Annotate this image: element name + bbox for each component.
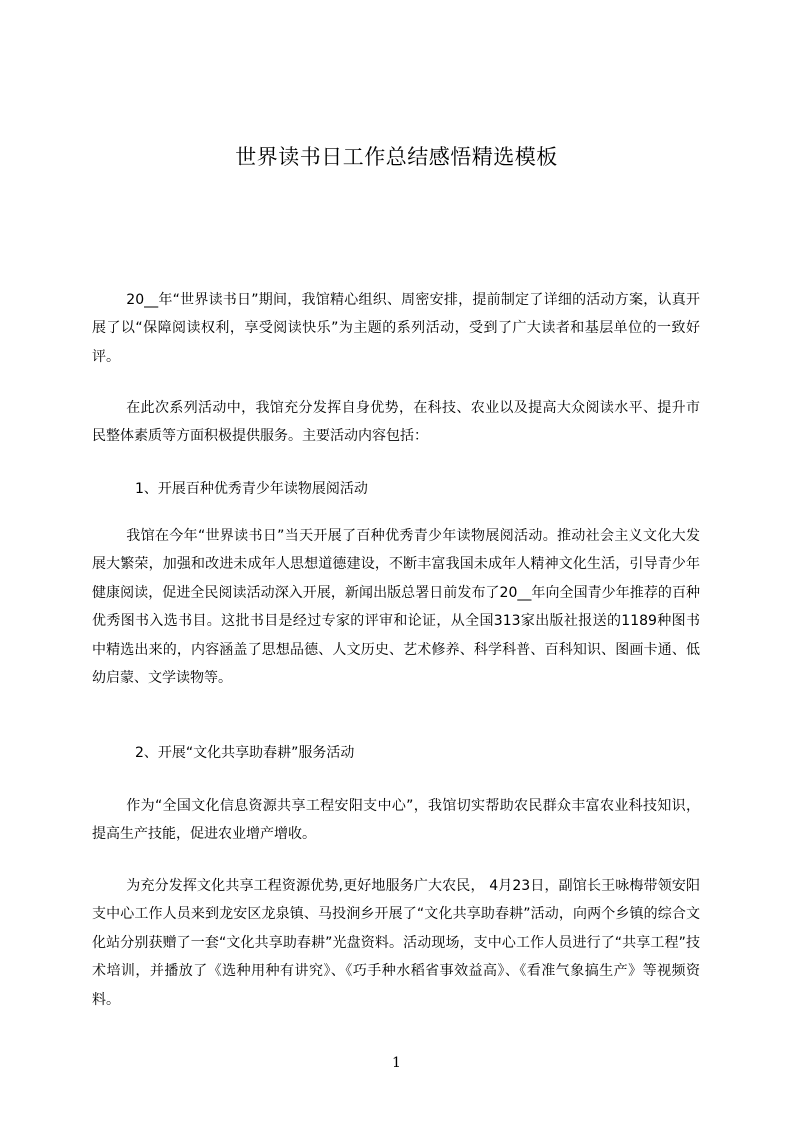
paragraph-sharing-center: 作为“全国文化信息资源共享工程安阳支中心”，我馆切实帮助农民群众丰富农业科技知识，提高生产技能，促进农业增产增收。 — [92, 798, 700, 843]
paragraph-intro: 20__年“世界读书日”期间，我馆精心组织、周密安排，提前制定了详细的活动方案，认真开展了以“保障阅读权利，享受阅读快乐”为主题的系列活动，受到了广大读者和基层单位的一致好评。 — [92, 292, 700, 365]
paragraph-overview: 在此次系列活动中，我馆充分发挥自身优势，在科技、农业以及提高大众阅读水平、提升市民整体素质等方面积极提供服务。主要活动内容包括： — [92, 400, 700, 445]
page-number: 1 — [392, 1055, 401, 1071]
document-title: 世界读书日工作总结感悟精选模板 — [235, 145, 558, 169]
paragraph-spring-farming: 为充分发挥文化共享工程资源优势,更好地服务广大农民， 4月23日，副馆长王咏梅带领安阳支中心工作人员来到龙安区龙泉镇、马投涧乡开展了“文化共享助春耕”活动，向两个乡镇的综合文化站分别获赠了一套“文化共享助春耕”光盘资料。活动现场，支中心工作人员进行了“共享工程”技术培训，并播放了《选种用种有讲究》、《巧手种水稻省事效益高》、《看准气象搞生产》等视频资料。 — [92, 878, 700, 1008]
paragraph-reading-exhibition: 我馆在今年“世界读书日”当天开展了百种优秀青少年读物展阅活动。推动社会主义文化大发展大繁荣，加强和改进未成年人思想道德建设，不断丰富我国未成年人精神文化生活，引导青少年健康阅读，促进全民阅读活动深入开展，新闻出版总署日前发布了20__年向全国青少年推荐的百种优秀图书入选书目。这批书目是经过专家的评审和论证，从全国313家出版社报送的1189种图书中精选出来的，内容涵盖了思想品德、人文历史、艺术修养、科学科普、百科知识、图画卡通、低幼启蒙、文学读物等。 — [92, 528, 700, 687]
section-heading-1: 1、开展百种优秀青少年读物展阅活动 — [135, 481, 368, 497]
section-heading-2: 2、开展“文化共享助春耕”服务活动 — [135, 745, 355, 761]
